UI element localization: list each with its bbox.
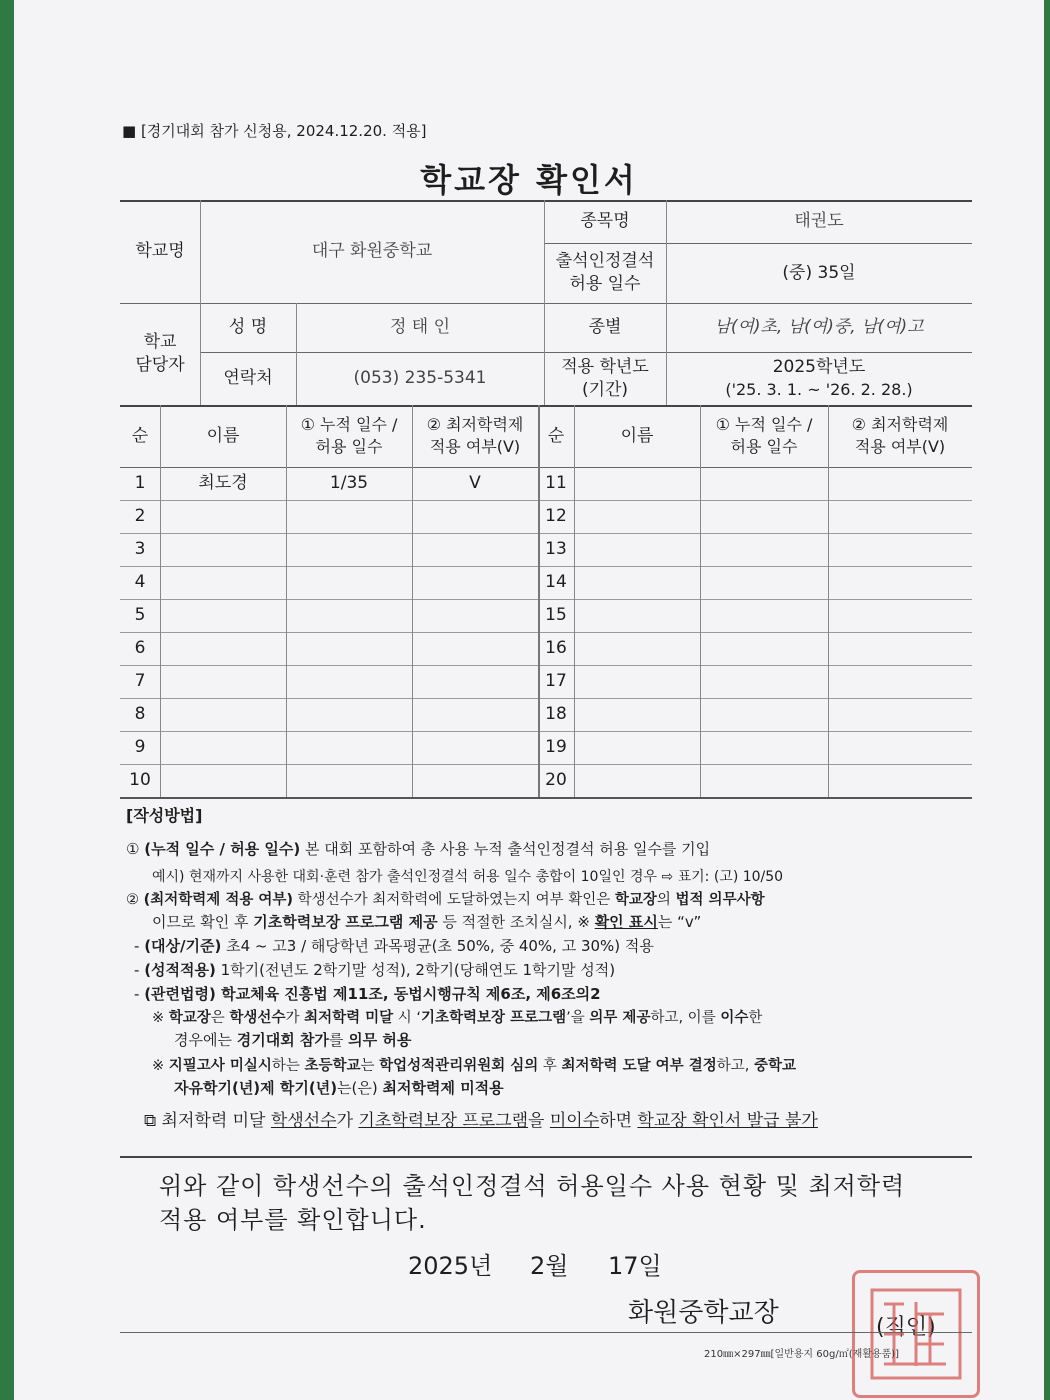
- name-label: 성 명: [228, 317, 268, 338]
- footer-paper-spec: 210㎜×297㎜[일반용지 60g/㎡(재활용품)]: [704, 1349, 900, 1360]
- school-value: 대구 화원중학교: [311, 241, 433, 262]
- row-number: 17: [545, 671, 567, 692]
- student-check: [412, 566, 538, 599]
- row-number: 20: [545, 770, 567, 791]
- note-principal-line2: 경우에는 경기대회 참가를 의무 허용: [174, 1031, 412, 1049]
- student-name: [160, 698, 286, 731]
- student-days: [286, 665, 412, 698]
- student-days: 1/35: [329, 473, 369, 494]
- confirm-top-border: [120, 1156, 972, 1158]
- student-name: [160, 566, 286, 599]
- confirm-line-2: 적용 여부를 확인합니다.: [159, 1206, 427, 1234]
- student-name: [160, 764, 286, 797]
- note-principal: ※ 학교장은 학생선수가 최저학력 미달 시 ‘기초학력보장 프로그램’을 의무 제공하고, 이를 이수한: [152, 1010, 763, 1026]
- student-check: [412, 500, 538, 533]
- attendance-value: (중) 35일: [782, 262, 856, 283]
- year-cell: [666, 352, 972, 405]
- row-number: 3: [134, 539, 146, 560]
- student-name: [160, 731, 286, 764]
- confirm-line-1: 위와 같이 학생선수의 출석인정결석 허용일수 사용 현황 및 최저학력: [159, 1172, 906, 1200]
- event-value: 태권도: [794, 211, 844, 232]
- row-number: 15: [545, 605, 567, 626]
- student-check: [412, 632, 538, 665]
- student-check: [412, 698, 538, 731]
- note-1-example: 예시) 현재까지 사용한 대회·훈련 참가 출석인정결석 허용 일수 총합이 10일인 경우 ⇨ 표기: (고) 10/50: [152, 869, 784, 885]
- row-number: 12: [545, 506, 567, 527]
- attendance-label: 출석인정결석 허용 일수: [555, 251, 655, 294]
- student-days: [286, 764, 412, 797]
- student-check: V: [469, 473, 481, 494]
- col-name-right: 이름: [620, 425, 654, 446]
- student-name: [160, 500, 286, 533]
- student-check: [412, 731, 538, 764]
- col-no-left: 순: [131, 425, 149, 446]
- row-number: 14: [545, 572, 567, 593]
- note-elementary: ※ 지필고사 미실시하는 초등학교는 학업성적관리위원회 심의 후 최저학력 도달 여부 결정하고, 중학교: [152, 1058, 796, 1074]
- row-number: 13: [545, 539, 567, 560]
- official-seal-stamp: [852, 1270, 980, 1398]
- student-name: 최도경: [198, 473, 248, 494]
- row-number: 10: [129, 770, 151, 791]
- student-days: [286, 731, 412, 764]
- student-check: [412, 599, 538, 632]
- row-number: 1: [134, 473, 146, 494]
- header-note: ■ [경기대회 참가 신청용, 2024.12.20. 적용]: [122, 122, 427, 140]
- student-name: [160, 665, 286, 698]
- student-days: [286, 698, 412, 731]
- row-number: 9: [134, 737, 146, 758]
- student-check: [412, 764, 538, 797]
- date-day: 17일: [608, 1252, 662, 1280]
- col-days-right: ① 누적 일수 / 허용 일수: [715, 415, 813, 456]
- student-days: [286, 599, 412, 632]
- student-days: [286, 632, 412, 665]
- category-label: 종별: [588, 317, 622, 338]
- note-target: - (대상/기준) 초4 ~ 고3 / 해당학년 과목평균(초 50%, 중 40%, 고 30%) 적용: [134, 937, 654, 955]
- student-name: [160, 632, 286, 665]
- row-number: 18: [545, 704, 567, 725]
- school-label: 학교명: [135, 241, 185, 262]
- student-name: [160, 599, 286, 632]
- col-days-left: ① 누적 일수 / 허용 일수: [300, 415, 398, 456]
- contact-label: 연락처: [223, 368, 273, 389]
- col-check-right: ② 최저학력제 적용 여부(V): [851, 415, 949, 456]
- year-period: ('25. 3. 1. ~ '26. 2. 28.): [725, 380, 913, 400]
- warning-icon: ⧉: [144, 1111, 157, 1131]
- col-check-left: ② 최저학력제 적용 여부(V): [426, 415, 524, 456]
- table-bottom-border: [120, 797, 972, 799]
- document-title: 학교장 확인서: [420, 161, 638, 199]
- student-name: [160, 533, 286, 566]
- note-grade: - (성적적용) 1학기(전년도 2학기말 성적), 2학기(당해연도 1학기말 성적): [134, 961, 616, 979]
- student-days: [286, 566, 412, 599]
- col-name-left: 이름: [206, 425, 240, 446]
- name-value: 정 태 인: [389, 317, 451, 338]
- row-number: 19: [545, 737, 567, 758]
- student-days: [286, 533, 412, 566]
- note-elementary-line2: 자유학기(년)제 학기(년)는(은) 최저학력제 미적용: [174, 1079, 504, 1097]
- event-label: 종목명: [580, 211, 630, 232]
- document-page: [14, 0, 1044, 1400]
- student-check: [412, 533, 538, 566]
- note-2: ② (최저학력제 적용 여부) 학생선수가 최저학력에 도달하였는지 여부 확인은 학교장의 법적 의무사항: [126, 892, 765, 908]
- row-number: 8: [134, 704, 146, 725]
- student-check: [412, 665, 538, 698]
- note-law: - (관련법령) 학교체육 진흥법 제11조, 동법시행규칙 제6조, 제6조의2: [134, 985, 601, 1003]
- row-number: 5: [134, 605, 146, 626]
- note-2-line2: 이므로 확인 후 기초학력보장 프로그램 제공 등 적절한 조치실시, ※ 확인 표시는 “v”: [152, 913, 702, 931]
- row-number: 7: [134, 671, 146, 692]
- signer-name: 화원중학교장: [628, 1298, 779, 1328]
- manager-label: 학교 담당자: [135, 332, 185, 375]
- category-value: 남(여)초, 남(여)중, 남(여)고: [714, 317, 924, 338]
- row-number: 11: [545, 473, 567, 494]
- warning-line: ⧉ 최저학력 미달 학생선수가 기초학력보장 프로그램을 미이수하면 학교장 확인서 발급 불가: [144, 1111, 818, 1131]
- year-label: 적용 학년도 (기간): [561, 356, 649, 400]
- year-value: 2025학년도: [772, 357, 866, 378]
- row-number: 16: [545, 638, 567, 659]
- method-heading: [작성방법]: [126, 806, 203, 825]
- seal-label: (직인): [876, 1315, 936, 1340]
- student-days: [286, 500, 412, 533]
- footer-border: [120, 1332, 972, 1333]
- row-number: 4: [134, 572, 146, 593]
- date-month: 2월: [530, 1252, 569, 1280]
- row-number: 2: [134, 506, 146, 527]
- col-no-right: 순: [547, 425, 565, 446]
- date-year: 2025년: [408, 1252, 493, 1280]
- contact-value: (053) 235-5341: [353, 368, 487, 389]
- row-number: 6: [134, 638, 146, 659]
- seal-icon: [866, 1284, 966, 1384]
- note-1: ① (누적 일수 / 허용 일수) 본 대회 포함하여 총 사용 누적 출석인정결석 허용 일수를 기입: [126, 840, 711, 858]
